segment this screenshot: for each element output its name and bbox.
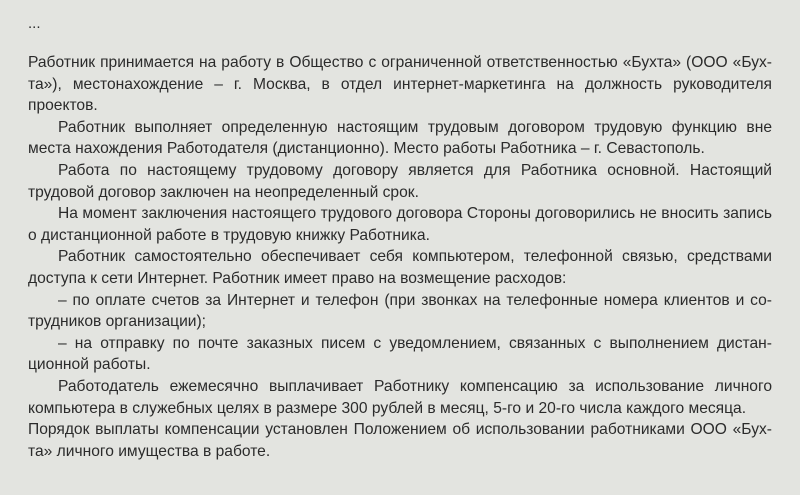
omission-ellipsis: ... <box>28 15 41 32</box>
list-item-internet-phone: – по оплате счетов за Интернет и телефон (при звонках на телефонные номера клиентов и со-трудников организации); <box>28 291 772 331</box>
paragraph-main-job: Работа по настоящему трудовому договору является для Работника основной. Настоящий трудовой договор заключен на неопределенный срок. <box>28 161 772 201</box>
paragraph-compensation: Работодатель ежемесячно выплачивает Работнику компенсацию за использование личного компьютера в служебных целях в размере 300 рублей в месяц, 5-го и 20-го числа каждого месяца. <box>28 377 772 417</box>
list-item-mail: – на отправку по почте заказных писем с уведомлением, связанных с выполнением дистан-ционной работы. <box>28 334 772 374</box>
paragraph-work-book: На момент заключения настоящего трудового договора Стороны договорились не вносить запись о дистанционной работе в трудовую книжку Работника. <box>28 205 772 244</box>
paragraph-remote-function: Работник выполняет определенную настоящим трудовым договором трудовую функцию вне места нахождения Работодателя (дистанционно). Место работы Работника – г. Севастополь. <box>28 118 772 158</box>
paragraph-employment: Работник принимается на работу в Общество с ограниченной ответственностью «Бухта» (ООО «Бух-та»), местонахождение – г. Москва, в отдел интернет-маркетинга на должность руководителя проектов. <box>28 54 772 115</box>
paragraph-equipment: Работник самостоятельно обеспечивает себя компьютером, телефонной связью, средствами доступа к сети Интернет. Работник имеет право на возмещение расходов: <box>28 248 772 287</box>
paragraph-compensation-procedure: Порядок выплаты компенсации установлен Положением об использовании работниками ООО «Бух-та» личного имущества в работе. <box>28 421 772 460</box>
